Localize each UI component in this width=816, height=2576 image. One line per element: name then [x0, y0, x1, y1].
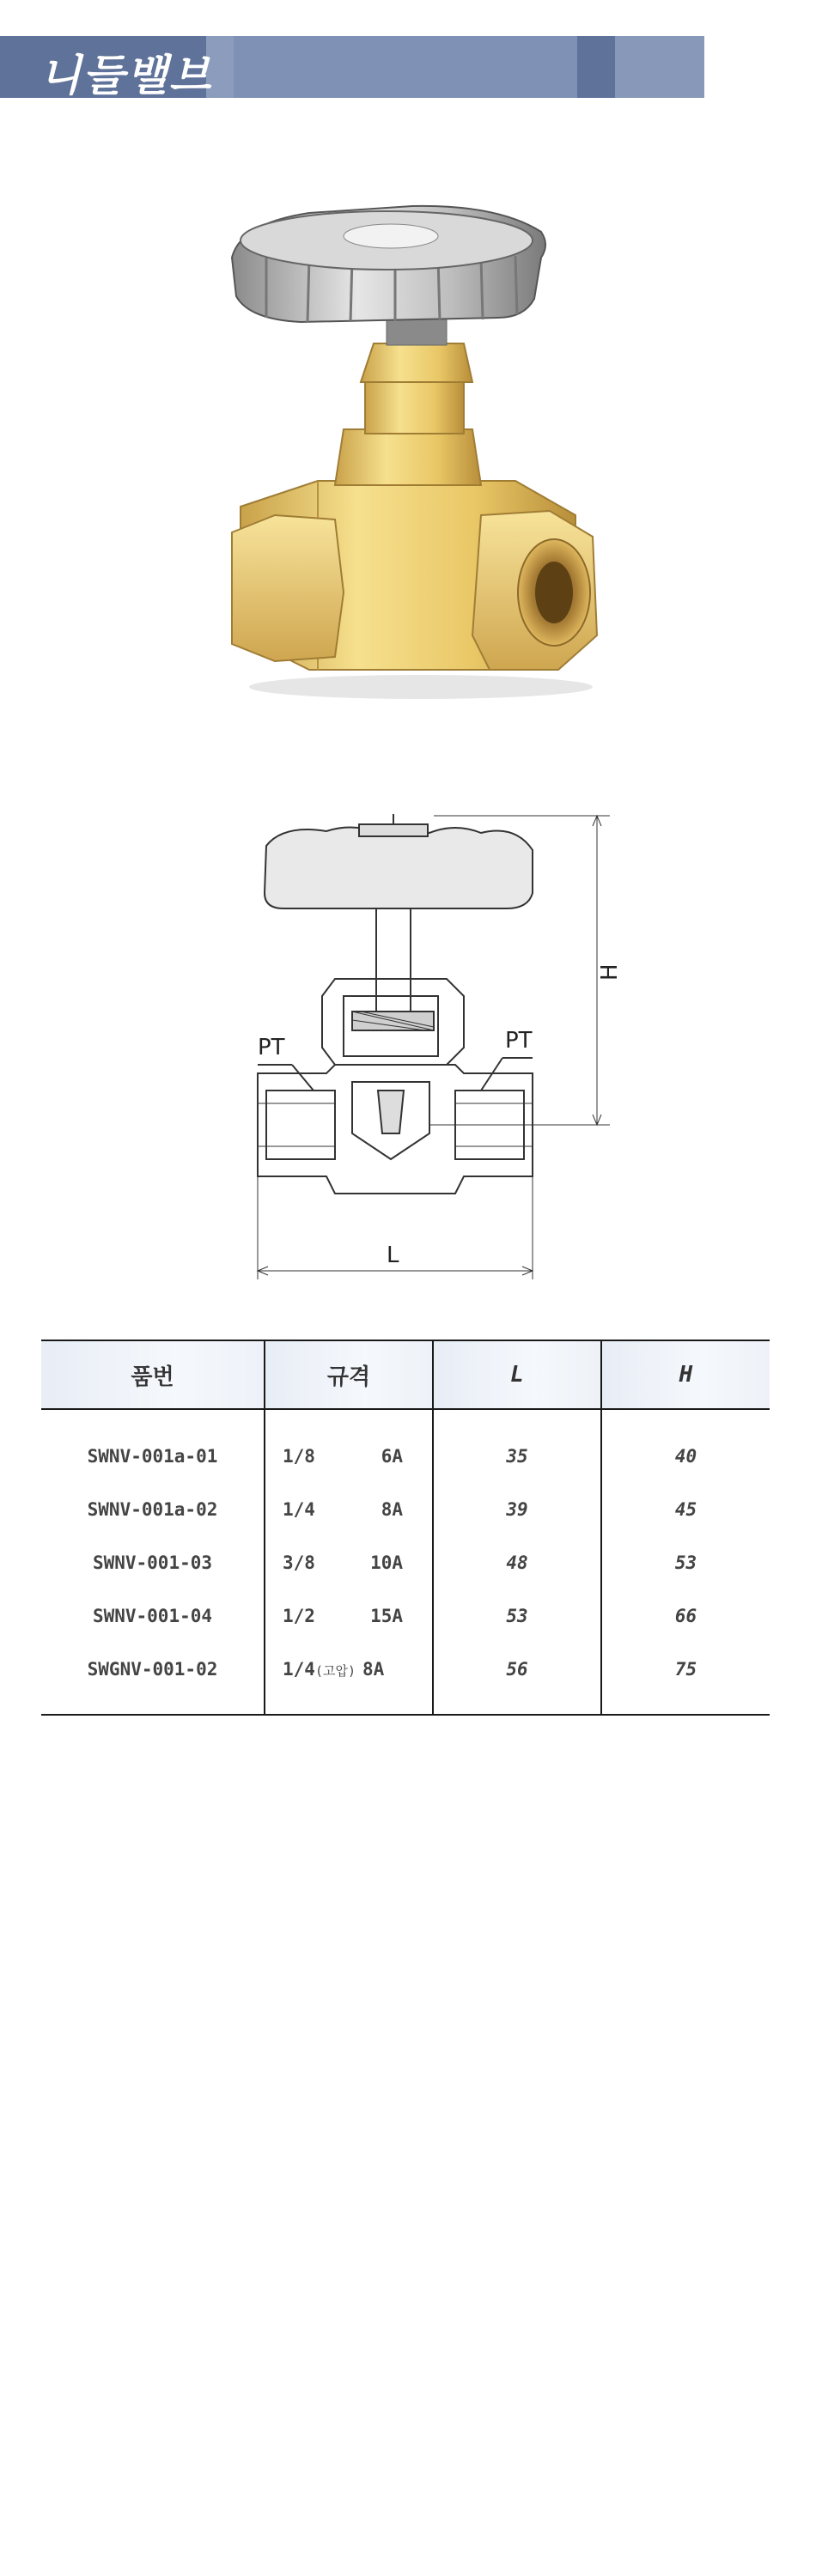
table-row: [41, 1643, 770, 1715]
cell-spec: [265, 1409, 433, 1483]
h-dimension-label: H: [597, 963, 623, 981]
product-photo: [215, 189, 610, 704]
table-row: [41, 1589, 770, 1643]
cell-part-no: SWNV-001-03: [92, 1552, 213, 1573]
cell-size: 1/4: [283, 1659, 315, 1680]
spec-table: [41, 1340, 770, 1716]
cell-l: 39: [433, 1483, 601, 1536]
title-banner: [0, 36, 704, 98]
pt-label-left: PT: [258, 1035, 285, 1060]
cell-nominal: 8A: [381, 1499, 403, 1520]
header-part-no: 품번: [41, 1340, 265, 1409]
cell-h: 53: [601, 1536, 770, 1589]
table-header-row: [41, 1340, 770, 1409]
dimension-diagram: [232, 807, 644, 1279]
cell-nominal: 10A: [370, 1552, 403, 1573]
table-row: [41, 1483, 770, 1536]
cell-part-no: SWNV-001a-02: [87, 1499, 218, 1520]
cell-l: 56: [433, 1643, 601, 1715]
l-dimension-label: L: [387, 1242, 399, 1268]
cell-spec: [265, 1483, 433, 1536]
cell-l: 35: [433, 1409, 601, 1483]
cell-l: 48: [433, 1536, 601, 1589]
cell-nominal: 6A: [381, 1446, 403, 1467]
header-l: L: [433, 1340, 601, 1409]
cell-part-no: SWNV-001-04: [92, 1606, 213, 1626]
cell-size: 1/2: [283, 1606, 315, 1626]
cell-part-no: SWGNV-001-02: [41, 1643, 265, 1715]
cell-spec: [265, 1589, 433, 1643]
cell-h: 40: [601, 1409, 770, 1483]
cell-l: 53: [433, 1589, 601, 1643]
cell-part-no: SWNV-001a-01: [87, 1446, 218, 1467]
cell-size: 1/4: [283, 1499, 315, 1520]
page-title: 니들밸브: [40, 51, 213, 100]
cell-h: 75: [601, 1643, 770, 1715]
cell-spec: [265, 1643, 433, 1715]
cell-note: (고압): [314, 1663, 356, 1679]
cell-size: 3/8: [283, 1552, 315, 1573]
cell-nominal: 15A: [370, 1606, 403, 1626]
pt-label-right: PT: [505, 1028, 533, 1054]
table-row: [41, 1409, 770, 1483]
cell-spec: [265, 1536, 433, 1589]
header-h: H: [601, 1340, 770, 1409]
table-row: [41, 1536, 770, 1589]
cell-h: 66: [601, 1589, 770, 1643]
cell-h: 45: [601, 1483, 770, 1536]
cell-size: 1/8: [283, 1446, 315, 1467]
header-spec: 규격: [265, 1340, 433, 1409]
cell-nominal: 8A: [362, 1659, 385, 1680]
